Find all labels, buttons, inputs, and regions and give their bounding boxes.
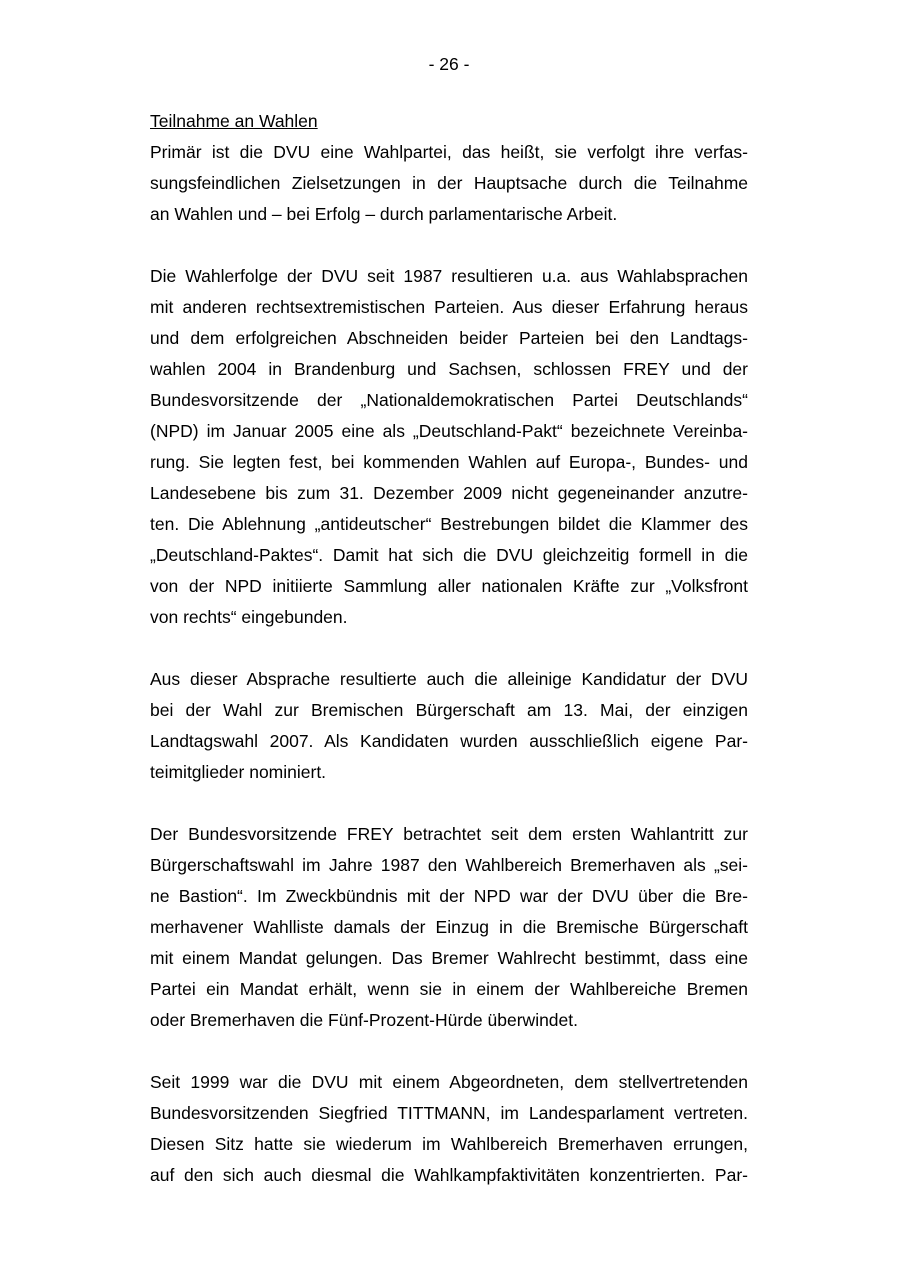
text-line: (NPD) im Januar 2005 eine als „Deutschland-Pakt“ bezeichnete Vereinba- xyxy=(150,421,748,441)
text-line: rung. Sie legten fest, bei kommenden Wahlen auf Europa-, Bundes- und xyxy=(150,452,748,472)
text-line: auf den sich auch diesmal die Wahlkampfaktivitäten konzentrierten. Par- xyxy=(150,1165,748,1185)
page-number: - 26 - xyxy=(428,54,470,74)
text-line: Partei ein Mandat erhält, wenn sie in einem der Wahlbereiche Bremen xyxy=(150,979,748,999)
text-line: mit anderen rechtsextremistischen Parteien. Aus dieser Erfahrung heraus xyxy=(150,297,748,317)
text-line: Landesebene bis zum 31. Dezember 2009 nicht gegeneinander anzutre- xyxy=(150,483,748,503)
text-line: Primär ist die DVU eine Wahlpartei, das heißt, sie verfolgt ihre verfas- xyxy=(150,142,748,162)
text-line: an Wahlen und – bei Erfolg – durch parlamentarische Arbeit. xyxy=(150,204,618,224)
text-line: oder Bremerhaven die Fünf-Prozent-Hürde überwindet. xyxy=(150,1010,578,1030)
text-line: wahlen 2004 in Brandenburg und Sachsen, schlossen FREY und der xyxy=(150,359,748,379)
text-line: „Deutschland-Paktes“. Damit hat sich die DVU gleichzeitig formell in die xyxy=(150,545,748,565)
text-line: Bundesvorsitzenden Siegfried TITTMANN, im Landesparlament vertreten. xyxy=(150,1103,748,1123)
paragraph xyxy=(150,1067,748,1191)
body-text xyxy=(150,137,748,1191)
text-line: Aus dieser Absprache resultierte auch die alleinige Kandidatur der DVU xyxy=(150,669,748,689)
text-line: Die Wahlerfolge der DVU seit 1987 resultieren u.a. aus Wahlabsprachen xyxy=(150,266,748,286)
paragraph xyxy=(150,261,748,633)
paragraph xyxy=(150,664,748,788)
text-line: von der NPD initiierte Sammlung aller nationalen Kräfte zur „Volksfront xyxy=(150,576,748,596)
text-line: Diesen Sitz hatte sie wiederum im Wahlbereich Bremerhaven errungen, xyxy=(150,1134,748,1154)
text-line: merhavener Wahlliste damals der Einzug in die Bremische Bürgerschaft xyxy=(150,917,748,937)
text-line: teimitglieder nominiert. xyxy=(150,762,327,782)
text-line: Der Bundesvorsitzende FREY betrachtet seit dem ersten Wahlantritt zur xyxy=(150,824,748,844)
text-line: mit einem Mandat gelungen. Das Bremer Wahlrecht bestimmt, dass eine xyxy=(150,948,748,968)
text-line: Bürgerschaftswahl im Jahre 1987 den Wahlbereich Bremerhaven als „sei- xyxy=(150,855,748,875)
text-line: ne Bastion“. Im Zweckbündnis mit der NPD war der DVU über die Bre- xyxy=(150,886,748,906)
text-line: Landtagswahl 2007. Als Kandidaten wurden ausschließlich eigene Par- xyxy=(150,731,748,751)
text-line: Seit 1999 war die DVU mit einem Abgeordneten, dem stellvertretenden xyxy=(150,1072,748,1092)
text-line: bei der Wahl zur Bremischen Bürgerschaft am 13. Mai, der einzigen xyxy=(150,700,748,720)
text-line: und dem erfolgreichen Abschneiden beider Parteien bei den Landtags- xyxy=(150,328,748,348)
text-line: sungsfeindlichen Zielsetzungen in der Hauptsache durch die Teilnahme xyxy=(150,173,748,193)
text-line: ten. Die Ablehnung „antideutscher“ Bestrebungen bildet die Klammer des xyxy=(150,514,748,534)
document-page xyxy=(150,52,748,1222)
text-line: von rechts“ eingebunden. xyxy=(150,607,348,627)
paragraph xyxy=(150,137,748,230)
paragraph xyxy=(150,819,748,1036)
section-title: Teilnahme an Wahlen xyxy=(150,111,318,131)
text-line: Bundesvorsitzende der „Nationaldemokratischen Partei Deutschlands“ xyxy=(150,390,748,410)
